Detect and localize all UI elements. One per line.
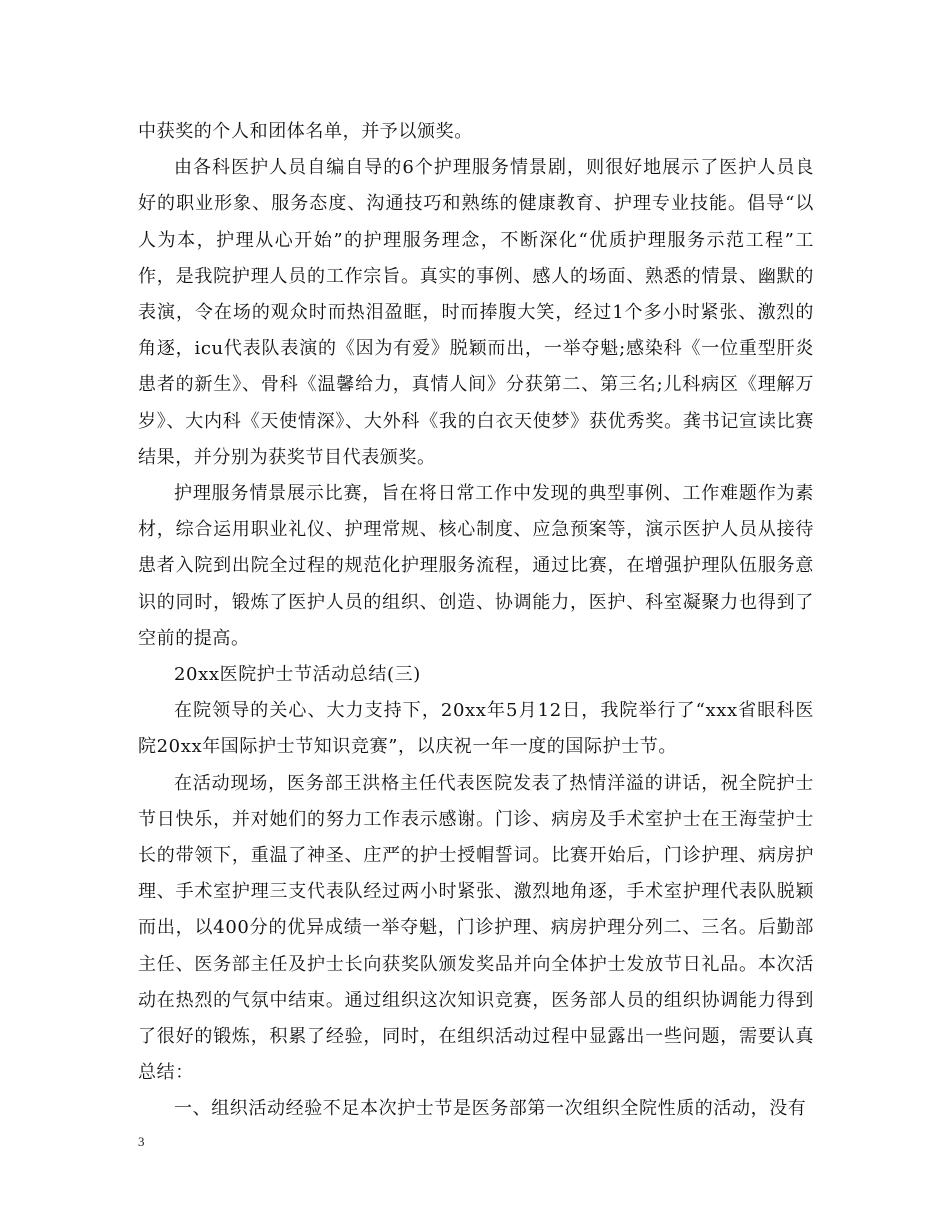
paragraph-award-list-continued: 中获奖的个人和团体名单，并予以颁奖。 bbox=[138, 121, 473, 142]
paragraph-lesson-one: 一、组织活动经验不足本次护士节是医务部第一次组织全院性质的活动，没有 bbox=[174, 1098, 807, 1120]
paragraph-event-details: 在活动现场，医务部王洪格主任代表医院发表了热情洋溢的讲话，祝全院护士节日快乐，并对她们的努力工作表示感谢。门诊、病房及手术室护士在王海莹护士长的带领下，重温了神圣、庄严的护士授帽誓词。比赛开始后，门诊护理、病房护理、手术室护理三支代表队经过两小时紧张、激烈地角逐，手术室护理代表队脱颖而出，以400分的优异成绩一举夺魁，门诊护理、病房护理分列二、三名。后勤部主任、医务部主任及护士长向获奖队颁发奖品并向全体护士发放节日礼品。本次活动在热烈的气氛中结束。通过组织这次知识竞赛，医务部人员的组织协调能力得到了很好的锻炼，积累了经验，同时，在组织活动过程中显露出一些问题，需要认真总结： bbox=[138, 772, 814, 1084]
paragraph-competition-purpose: 护理服务情景展示比赛，旨在将日常工作中发现的典型事例、工作难题作为素材，综合运用职业礼仪、护理常规、核心制度、应急预案等，演示医护人员从接待患者入院到出院全过程的规范化护理服务流程，通过比赛，在增强护理队伍服务意识的同时，锻炼了医护人员的组织、创造、协调能力，医护、科室凝聚力也得到了空前的提高。 bbox=[138, 483, 814, 649]
section-heading: 20xx医院护士节活动总结(三) bbox=[174, 664, 421, 686]
document-body bbox=[138, 114, 814, 1128]
page-number: 3 bbox=[138, 1134, 145, 1149]
paragraph-situational-drama: 由各科医护人员自编自导的6个护理服务情景剧，则很好地展示了医护人员良好的职业形象、服务态度、沟通技巧和熟练的健康教育、护理专业技能。倡导“以人为本，护理从心开始”的护理服务理念，不断深化“优质护理服务示范工程”工作，是我院护理人员的工作宗旨。真实的事例、感人的场面、熟悉的情景、幽默的表演，令在场的观众时而热泪盈眶，时而捧腹大笑，经过1个多小时紧张、激烈的角逐，icu代表队表演的《因为有爱》脱颖而出，一举夺魁;感染科《一位重型肝炎患者的新生》、骨科《温馨给力，真情人间》分获第二、第三名;儿科病区《理解万岁》、大内科《天使情深》、大外科《我的白衣天使梦》获优秀奖。龚书记宣读比赛结果，并分别为获奖节目代表颁奖。 bbox=[138, 157, 814, 468]
paragraph-knowledge-contest-intro: 在院领导的关心、大力支持下，20xx年5月12日，我院举行了“xxx省眼科医院20xx年国际护士节知识竞赛”，以庆祝一年一度的国际护士节。 bbox=[138, 700, 814, 758]
